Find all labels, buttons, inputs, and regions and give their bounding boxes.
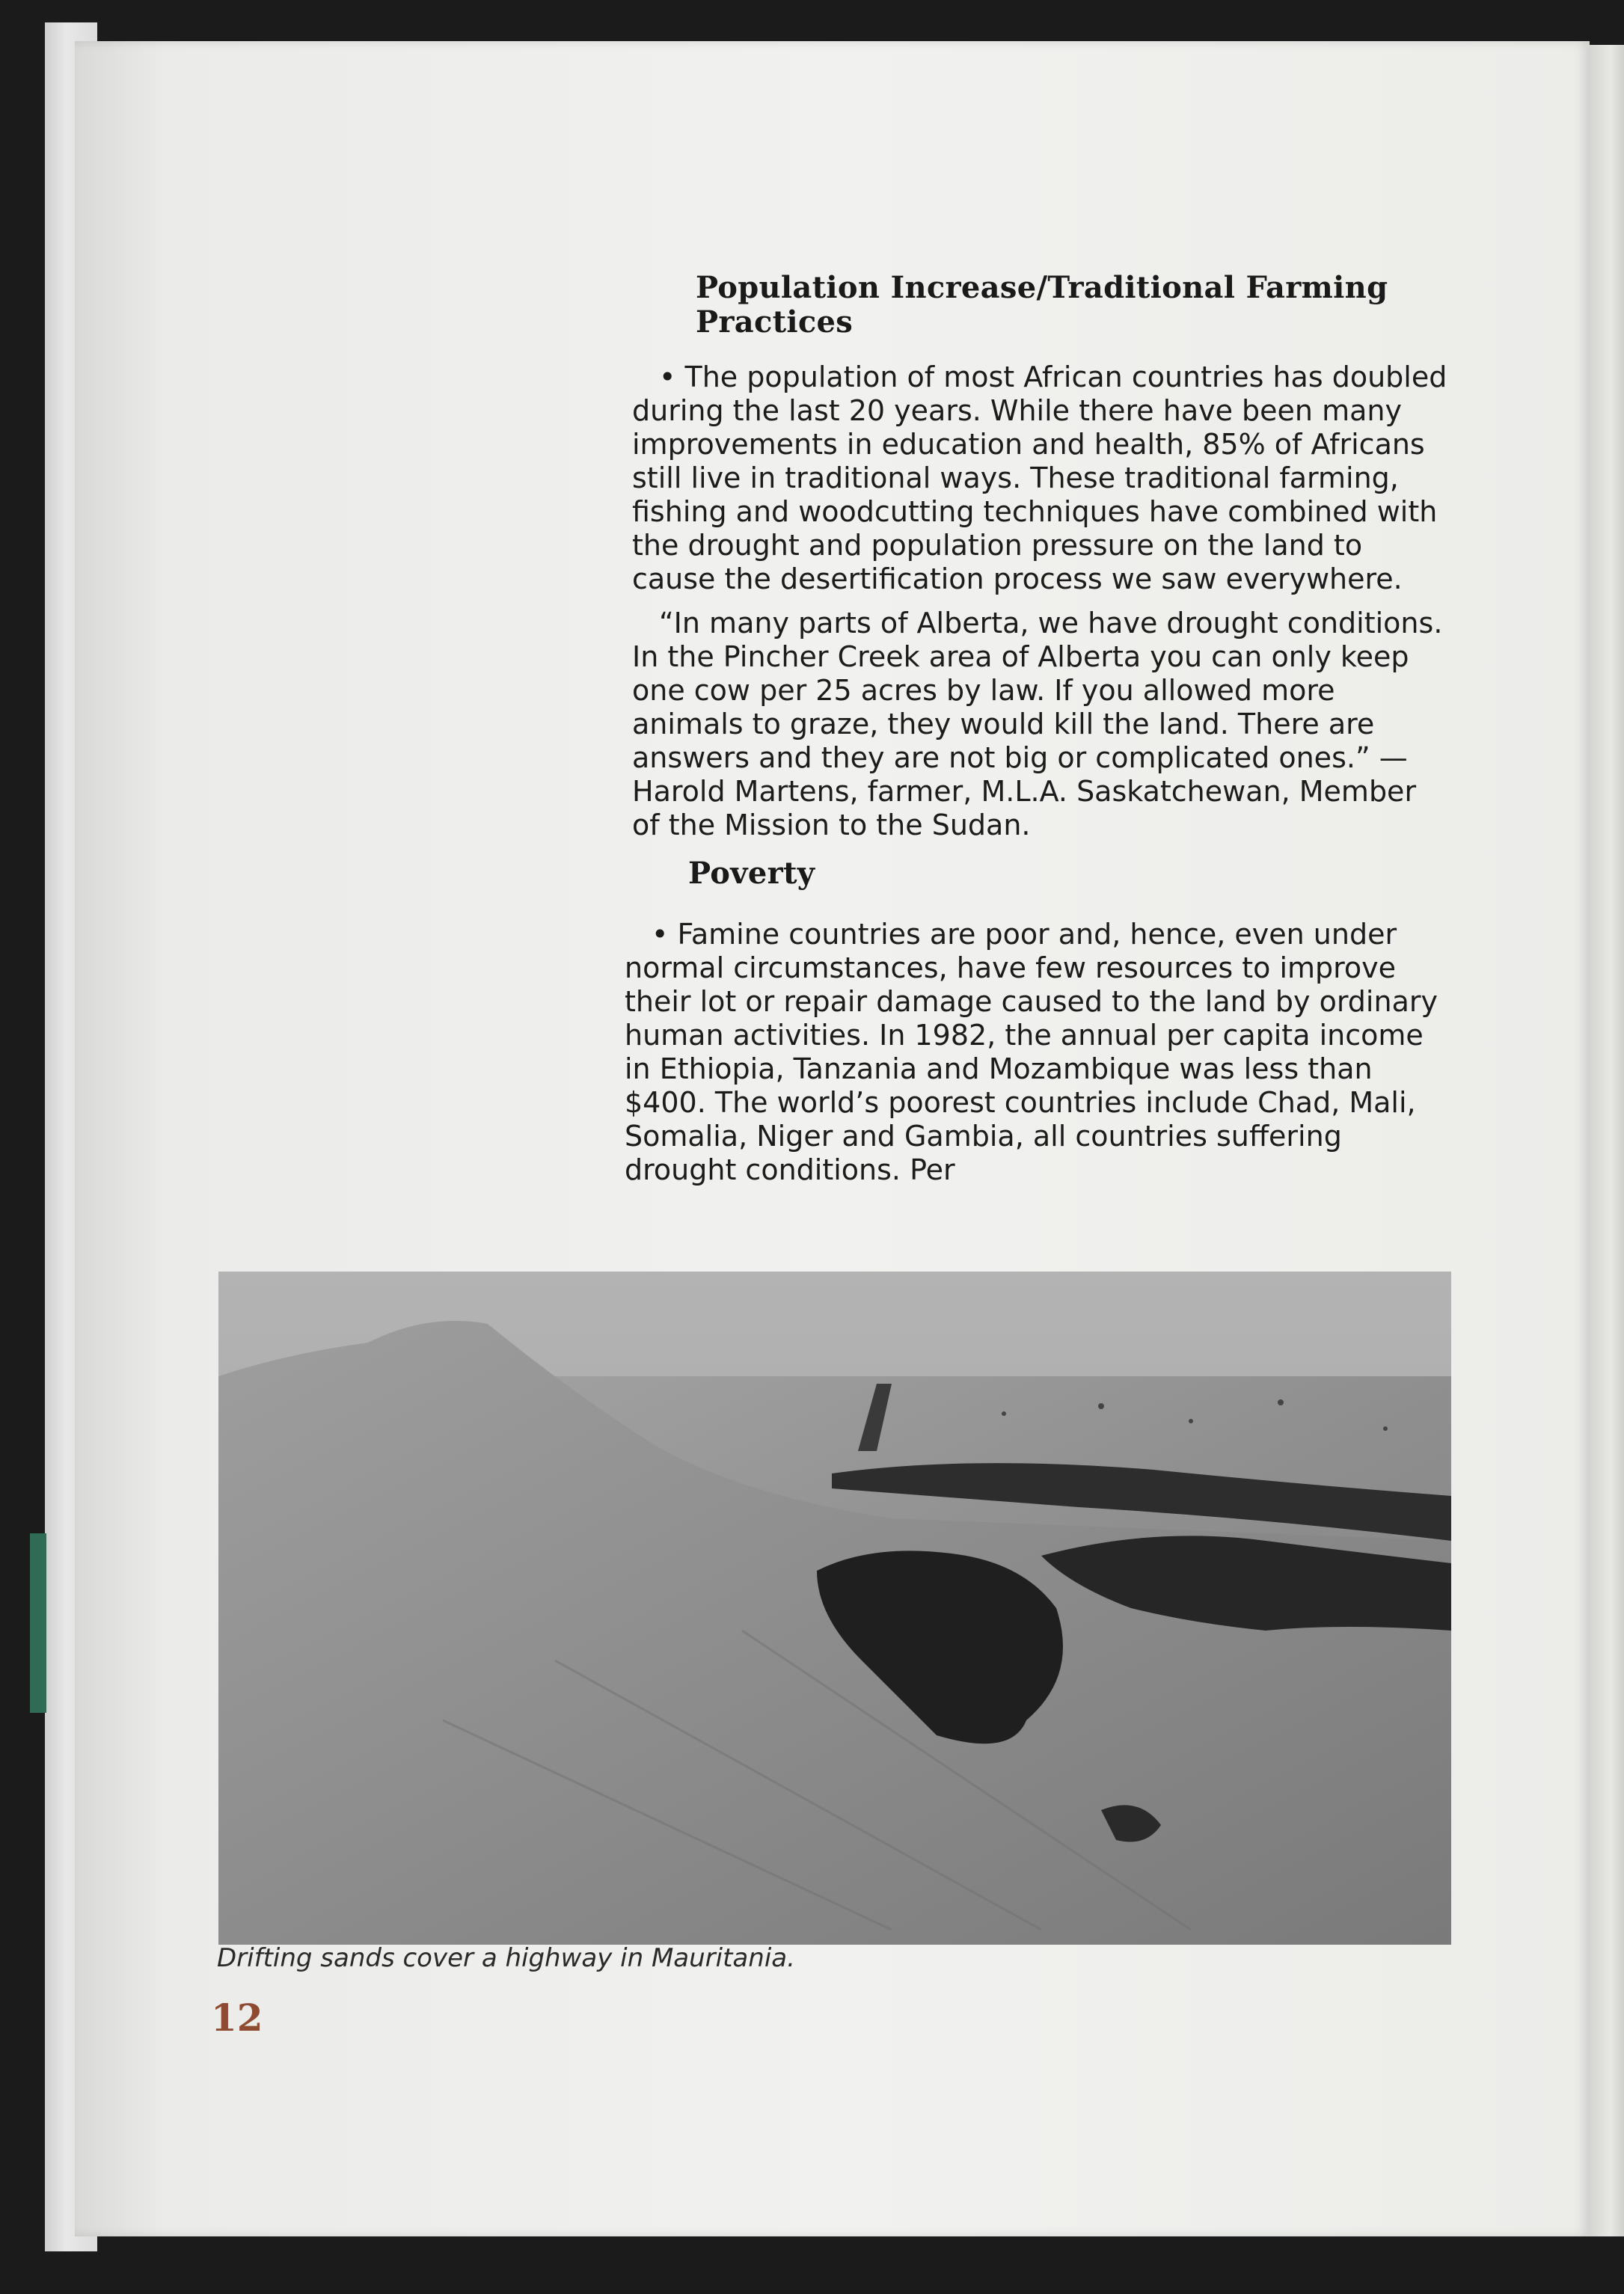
population-text-block (632, 361, 1447, 842)
section-heading-poverty: Poverty (688, 856, 815, 891)
population-paragraph: • The population of most African countries has doubled during the last 20 years. While there have been many improvements in education and health, 85% of Africans still live in traditional ways. These traditional farming, fishing and woodcutting techniques have combined with the drought and population pressure on the land to cause the desertification process we saw everywhere. (632, 361, 1447, 595)
poverty-text-block (625, 918, 1447, 1187)
heading-line-1: Population Increase/Traditional Farming (696, 270, 1388, 305)
heading-line-2: Practices (696, 304, 854, 340)
section-heading-population (696, 271, 1444, 340)
poverty-paragraph: • Famine countries are poor and, hence, even under normal circumstances, have few resources to improve their lot or repair damage caused to the land by ordinary human activities. In 1982, the annual per capita income in Ethiopia, Tanzania and Mozambique was less than $400. The world’s poorest countries include Chad, Mali, Somalia, Niger and Gambia, all countries suffering drought conditions. Per (625, 918, 1438, 1186)
photo-illustration (218, 1272, 1451, 1945)
photo-caption: Drifting sands cover a highway in Mauritania. (217, 1943, 795, 1973)
martens-quote: “In many parts of Alberta, we have drought conditions. In the Pincher Creek area of Alberta you can only keep one cow per 25 acres by law. If you allowed more animals to graze, they would kill the land. There are answers and they are not big or complicated ones.” — Harold Martens, farmer, M.L.A. Saskatchewan, Member of the Mission to the Sudan. (632, 607, 1443, 841)
facing-page-edge (1590, 45, 1624, 2236)
bookmark-tab (30, 1533, 46, 1713)
page-number: 12 (211, 1996, 263, 2040)
mauritania-highway-photo (218, 1272, 1451, 1945)
